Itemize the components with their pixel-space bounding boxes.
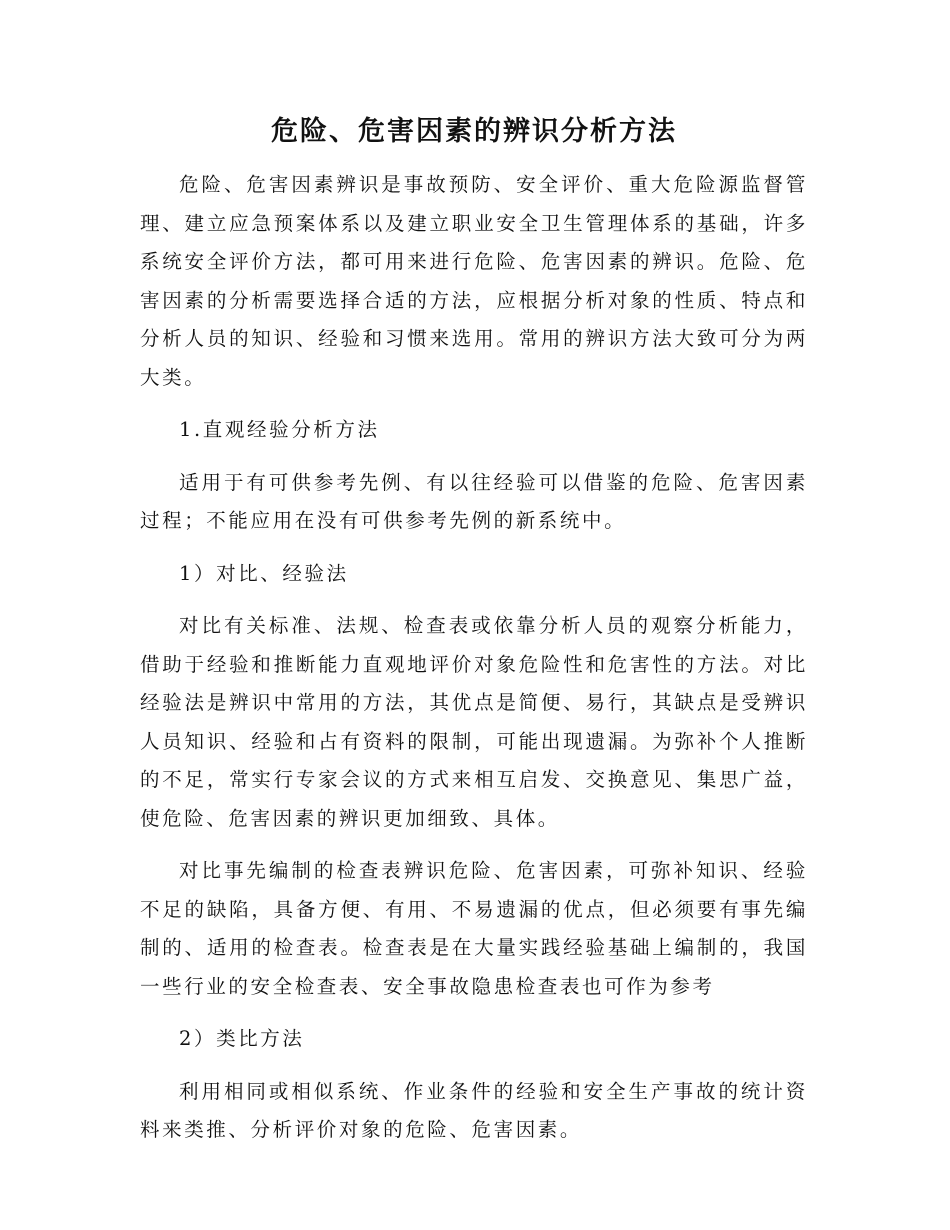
- subsection-1-heading: 1）对比、经验法: [179, 561, 349, 585]
- subsection-1-paragraph-2: 对比事先编制的检查表辨识危险、危害因素，可弥补知识、经验不足的缺陷，具备方便、有用、不易遗漏的优点，但必须要有事先编制的、适用的检查表。检查表是在大量实践经验基础上编制的，我国一些行业的安全检查表、安全事故隐患检查表也可作为参考: [140, 859, 808, 998]
- intro-paragraph: 危险、危害因素辨识是事故预防、安全评价、重大危险源监督管理、建立应急预案体系以及建立职业安全卫生管理体系的基础，许多系统安全评价方法，都可用来进行危险、危害因素的辨识。危险、危害因素的分析需要选择合适的方法，应根据分析对象的性质、特点和分析人员的知识、经验和习惯来选用。常用的辨识方法大致可分为两大类。: [140, 173, 808, 389]
- subsection-1-paragraph-1: 对比有关标准、法规、检查表或依靠分析人员的观察分析能力，借助于经验和推断能力直观地评价对象危险性和危害性的方法。对比经验法是辨识中常用的方法，其优点是简便、易行，其缺点是受辨识人员知识、经验和占有资料的限制，可能出现遗漏。为弥补个人推断的不足，常实行专家会议的方式来相互启发、交换意见、集思广益，使危险、危害因素的辨识更加细致、具体。: [140, 614, 808, 830]
- document-title: 危险、危害因素的辨识分析方法: [271, 116, 677, 147]
- section-1-heading: 1.直观经验分析方法: [179, 418, 380, 441]
- section-1-paragraph: 适用于有可供参考先例、有以往经验可以借鉴的危险、危害因素过程；不能应用在没有可供参考先例的新系统中。: [140, 470, 808, 532]
- subsection-2-paragraph: 利用相同或相似系统、作业条件的经验和安全生产事故的统计资料来类推、分析评价对象的危险、危害因素。: [140, 1079, 808, 1141]
- document-body: [140, 108, 808, 1164]
- subsection-2-heading: 2）类比方法: [179, 1027, 305, 1050]
